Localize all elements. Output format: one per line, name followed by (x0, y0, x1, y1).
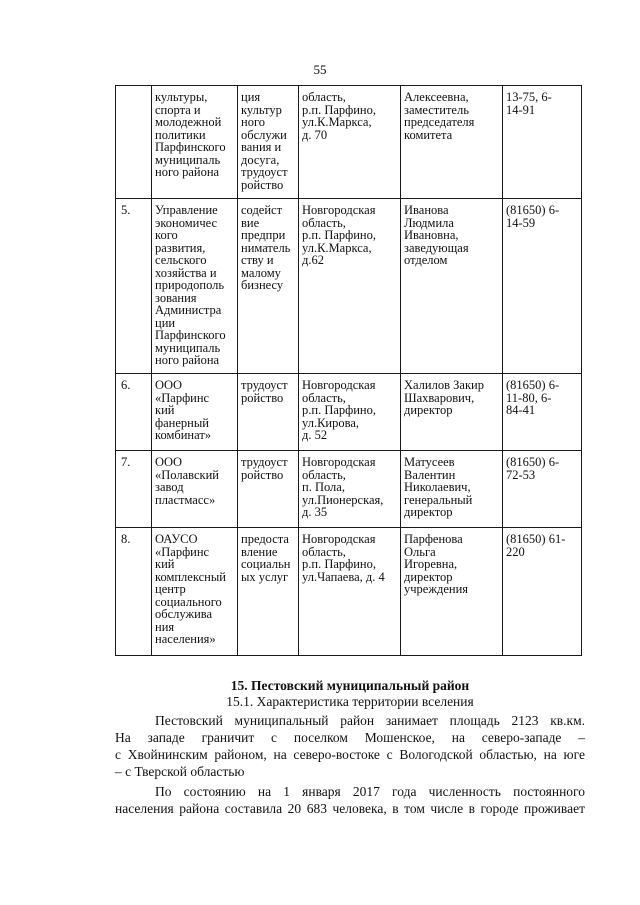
organization-name: Управление экономичес кого развития, сельского хозяйства и природополь зования Администра ции Парфинского муниципаль ного района (152, 199, 238, 374)
address: Новгородская область, п. Пола, ул.Пионерская, д. 35 (299, 451, 401, 528)
address: Новгородская область, р.п. Парфино, ул.К.Маркса, д.62 (299, 199, 401, 374)
address: Новгородская область, р.п. Парфино, ул.Чапаева, д. 4 (299, 528, 401, 656)
table-row (116, 374, 582, 451)
page-number: 55 (313, 62, 327, 77)
activity-type: предоста вление социальн ых услуг (238, 528, 299, 656)
organization-name: ООО «Полавский завод пластмасс» (152, 451, 238, 528)
table-row (116, 528, 582, 656)
organization-name: ООО «Парфинс кий фанерный комбинат» (152, 374, 238, 451)
phone: (81650) 61- 220 (503, 528, 582, 656)
row-number: 6. (116, 374, 152, 451)
section-title: 15. Пестовский муниципальный район (230, 678, 470, 693)
contact-person: Иванова Людмила Ивановна, заведующая отделом (401, 199, 503, 374)
activity-type: трудоуст ройство (238, 374, 299, 451)
activity-type: ция культур ного обслужи вания и досуга, трудоуст ройство (238, 86, 299, 199)
phone: (81650) 6- 11-80, 6- 84-41 (503, 374, 582, 451)
row-number: 7. (116, 451, 152, 528)
organization-name: ОАУСО «Парфинс кий комплексный центр социального обслужива ния населения» (152, 528, 238, 656)
address: Новгородская область, р.п. Парфино, ул.Кирова, д. 52 (299, 374, 401, 451)
activity-type: содейст вие предпри ниматель ству и малому бизнесу (238, 199, 299, 374)
row-number (116, 86, 152, 199)
paragraph-line: По состоянию на 1 января 2017 года численность постоянного (155, 784, 585, 799)
activity-type: трудоуст ройство (238, 451, 299, 528)
contact-person: Парфенова Ольга Игоревна, директор учреждения (401, 528, 503, 656)
organization-name: культуры, спорта и молодежной политики Парфинского муниципаль ного района (152, 86, 238, 199)
row-number: 8. (116, 528, 152, 656)
phone: (81650) 6- 72-53 (503, 451, 582, 528)
contact-person: Халилов Закир Шахварович, директор (401, 374, 503, 451)
paragraph-population (115, 783, 585, 817)
table-row (116, 451, 582, 528)
phone: 13-75, 6- 14-91 (503, 86, 582, 199)
contact-person: Алексеевна, заместитель председателя комитета (401, 86, 503, 199)
organizations-table (115, 85, 582, 656)
paragraph-line: населения района составила 20 683 человека, в том числе в городе проживает (115, 801, 585, 816)
phone: (81650) 6- 14-59 (503, 199, 582, 374)
table-row (116, 86, 582, 199)
paragraph-line: – с Тверской областью (115, 764, 245, 779)
table-row (116, 199, 582, 374)
paragraph-territory (115, 712, 585, 780)
paragraph-line: На западе граничит с поселком Мошенское, на северо-западе – (115, 730, 585, 745)
paragraph-line: с Хвойнинским районом, на северо-востоке с Вологодской областью, на юге (115, 747, 585, 762)
contact-person: Матусеев Валентин Николаевич, генеральный директор (401, 451, 503, 528)
address: область, р.п. Парфино, ул.К.Маркса, д. 70 (299, 86, 401, 199)
row-number: 5. (116, 199, 152, 374)
paragraph-line: Пестовский муниципальный район занимает площадь 2123 кв.км. (155, 713, 585, 728)
subsection-title: 15.1. Характеристика территории вселения (226, 694, 474, 709)
